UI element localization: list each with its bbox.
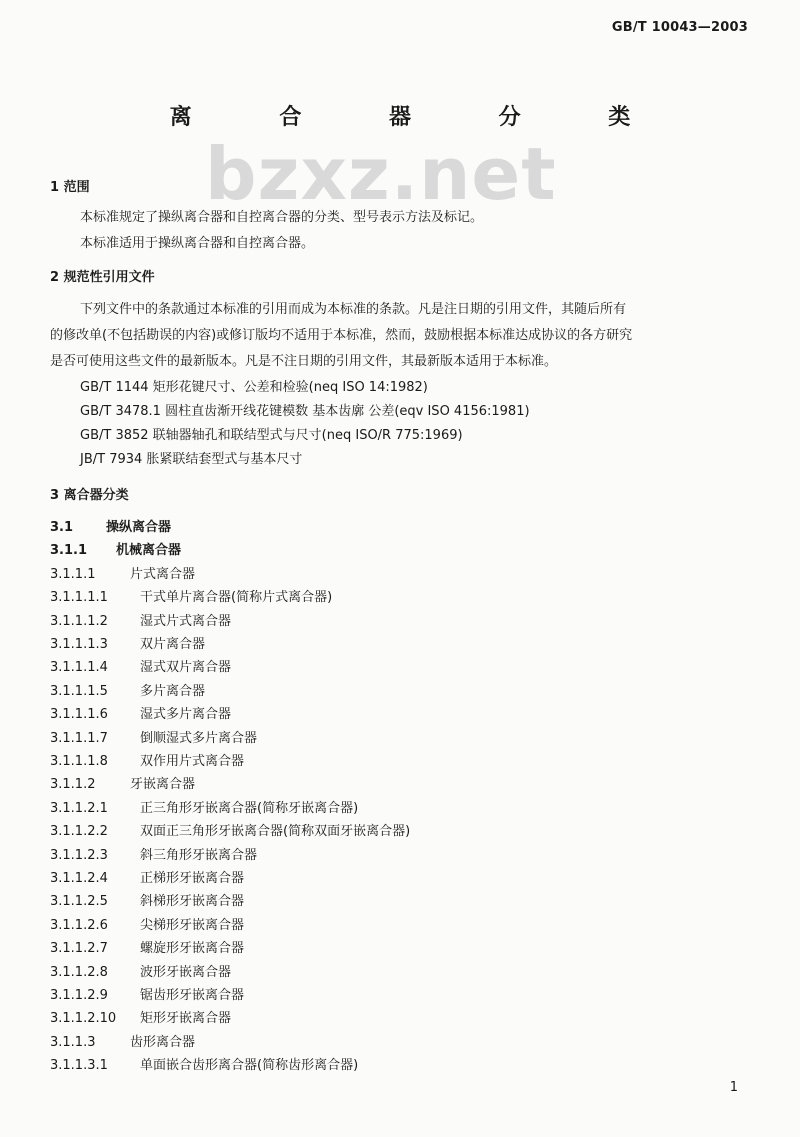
clause-label: 齿形离合器 bbox=[130, 1034, 196, 1050]
clause-number: 3.1.1.3 bbox=[50, 1034, 96, 1050]
classification-item bbox=[50, 1031, 195, 1050]
clause-label: 正三角形牙嵌离合器(简称牙嵌离合器) bbox=[140, 800, 359, 816]
clause-label: 尖梯形牙嵌离合器 bbox=[140, 917, 245, 933]
classification-item bbox=[50, 1054, 358, 1073]
classification-item bbox=[50, 680, 205, 699]
classification-item bbox=[50, 961, 231, 980]
references-paragraph-line-1: 下列文件中的条款通过本标准的引用而成为本标准的条款。凡是注日期的引用文件，其随后所有 bbox=[80, 302, 627, 317]
clause-number: 3.1.1.2.5 bbox=[50, 894, 108, 910]
clause-label: 单面嵌合齿形离合器(简称齿形离合器) bbox=[140, 1058, 359, 1074]
section-heading-references: 2 规范性引用文件 bbox=[50, 270, 155, 285]
clause-label: 机械离合器 bbox=[116, 543, 182, 559]
clause-label: 多片离合器 bbox=[140, 683, 206, 699]
clause-label: 片式离合器 bbox=[130, 566, 196, 582]
clause-number: 3.1.1.2 bbox=[50, 777, 96, 793]
classification-item bbox=[50, 844, 257, 863]
references-paragraph-line-3: 是否可使用这些文件的最新版本。凡是不注日期的引用文件，其最新版本适用于本标准。 bbox=[50, 354, 558, 369]
clause-label: 双作用片式离合器 bbox=[140, 754, 245, 769]
clause-number: 3.1.1.3.1 bbox=[50, 1058, 108, 1074]
classification-item bbox=[50, 937, 244, 956]
classification-item bbox=[50, 727, 257, 746]
clause-number: 3.1.1.1.1 bbox=[50, 590, 108, 606]
clause-number: 3.1.1.2.2 bbox=[50, 824, 108, 840]
clause-label: 双片离合器 bbox=[140, 637, 206, 652]
standard-code: GB/T 10043—2003 bbox=[611, 20, 748, 35]
clause-label: 斜梯形牙嵌离合器 bbox=[140, 894, 245, 910]
clause-number: 3.1.1.2.3 bbox=[50, 847, 108, 863]
reference-item: GB/T 3478.1 圆柱直齿渐开线花键模数 基本齿廓 公差(eqv ISO 4156:1981) bbox=[80, 404, 530, 419]
clause-number: 3.1.1.1.8 bbox=[50, 754, 108, 769]
classification-item bbox=[50, 797, 358, 816]
clause-number: 3.1.1.1.2 bbox=[50, 613, 108, 629]
section-heading-scope: 1 范围 bbox=[50, 180, 90, 195]
classification-item bbox=[50, 773, 195, 792]
reference-item: JB/T 7934 胀紧联结套型式与基本尺寸 bbox=[80, 452, 303, 467]
clause-label: 矩形牙嵌离合器 bbox=[140, 1011, 232, 1027]
clause-number: 3.1.1.1.6 bbox=[50, 707, 108, 723]
scope-paragraph-1: 本标准规定了操纵离合器和自控离合器的分类、型号表示方法及标记。 bbox=[80, 210, 484, 225]
clause-number: 3.1.1.2.6 bbox=[50, 917, 108, 933]
classification-item bbox=[50, 820, 410, 839]
clause-number: 3.1.1.1 bbox=[50, 566, 96, 582]
clause-label: 斜三角形牙嵌离合器 bbox=[140, 847, 258, 863]
classification-item bbox=[50, 516, 171, 535]
clause-label: 正梯形牙嵌离合器 bbox=[140, 871, 245, 886]
clause-label: 湿式双片离合器 bbox=[140, 660, 232, 676]
watermark: bzxz.net bbox=[205, 132, 557, 216]
classification-item bbox=[50, 633, 205, 652]
clause-label: 锯齿形牙嵌离合器 bbox=[140, 988, 245, 1003]
clause-number: 3.1.1 bbox=[50, 543, 88, 559]
clause-label: 螺旋形牙嵌离合器 bbox=[140, 941, 245, 957]
scope-paragraph-2: 本标准适用于操纵离合器和自控离合器。 bbox=[80, 236, 315, 251]
classification-item bbox=[50, 586, 332, 605]
clause-label: 双面正三角形牙嵌离合器(简称双面牙嵌离合器) bbox=[140, 824, 411, 840]
classification-item bbox=[50, 750, 244, 769]
classification-item bbox=[50, 890, 244, 909]
document-title: 离 合 器 分 类 bbox=[169, 105, 671, 130]
clause-number: 3.1.1.2.8 bbox=[50, 964, 108, 980]
clause-number: 3.1.1.1.5 bbox=[50, 683, 108, 699]
section-heading-classification: 3 离合器分类 bbox=[50, 488, 129, 503]
classification-item bbox=[50, 610, 231, 629]
clause-label: 湿式多片离合器 bbox=[140, 707, 232, 723]
clause-number: 3.1.1.2.9 bbox=[50, 988, 108, 1003]
classification-item bbox=[50, 539, 181, 558]
classification-item bbox=[50, 563, 195, 582]
clause-label: 倒顺湿式多片离合器 bbox=[140, 730, 258, 746]
clause-number: 3.1.1.2.4 bbox=[50, 871, 108, 886]
clause-number: 3.1.1.2.7 bbox=[50, 941, 108, 957]
clause-number: 3.1.1.1.7 bbox=[50, 730, 108, 746]
clause-label: 波形牙嵌离合器 bbox=[140, 964, 232, 980]
classification-item bbox=[50, 656, 231, 675]
clause-number: 3.1.1.1.3 bbox=[50, 637, 108, 652]
classification-item bbox=[50, 703, 231, 722]
clause-number: 3.1.1.1.4 bbox=[50, 660, 108, 676]
reference-item: GB/T 3852 联轴器轴孔和联结型式与尺寸(neq ISO/R 775:1969) bbox=[80, 428, 463, 443]
clause-label: 干式单片离合器(简称片式离合器) bbox=[140, 590, 333, 606]
clause-label: 湿式片式离合器 bbox=[140, 613, 232, 629]
clause-label: 牙嵌离合器 bbox=[130, 777, 196, 793]
clause-number: 3.1.1.2.10 bbox=[50, 1011, 117, 1027]
classification-item bbox=[50, 914, 244, 933]
classification-item bbox=[50, 867, 244, 886]
classification-item bbox=[50, 1007, 231, 1026]
page-number: 1 bbox=[729, 1080, 738, 1095]
clause-label: 操纵离合器 bbox=[106, 520, 172, 535]
clause-number: 3.1 bbox=[50, 520, 74, 535]
references-paragraph-line-2: 的修改单(不包括勘误的内容)或修订版均不适用于本标准，然而，鼓励根据本标准达成协议的各方研究 bbox=[50, 328, 633, 343]
reference-item: GB/T 1144 矩形花键尺寸、公差和检验(neq ISO 14:1982) bbox=[80, 380, 428, 395]
classification-item bbox=[50, 984, 244, 1003]
clause-number: 3.1.1.2.1 bbox=[50, 800, 108, 816]
